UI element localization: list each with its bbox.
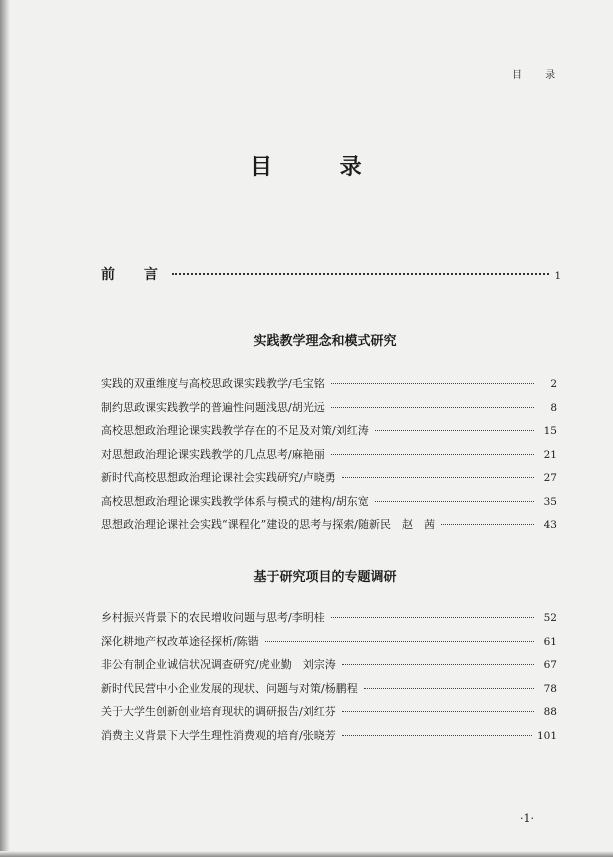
toc-entry-title: 消费主义背景下大学生理性消费观的培育/张晓芳	[101, 728, 336, 742]
toc-list-section-2	[101, 609, 557, 750]
toc-entry-page: 15	[543, 425, 557, 437]
dot-leader	[265, 641, 534, 642]
dot-leader	[331, 454, 534, 455]
toc-entry-page: 2	[550, 378, 557, 390]
dot-leader	[375, 430, 534, 431]
toc-entry-title: 思想政治理论课社会实践“课程化”建设的思考与探索/随新民 赵 茜	[101, 518, 435, 531]
toc-entry-title: 非公有制企业诚信状况调查研究/虎业勤 刘宗涛	[101, 658, 336, 671]
toc-entry-page: 78	[543, 682, 557, 695]
toc-entry-page: 21	[543, 448, 557, 461]
preface-label: 前 言	[101, 267, 170, 283]
toc-entry-title: 新时代民营中小企业发展的现状、问题与对策/杨鹏程	[101, 681, 358, 695]
toc-entry-page: 67	[543, 659, 557, 671]
toc-entry[interactable]	[101, 422, 557, 446]
toc-entry-title: 新时代高校思想政治理论课社会实践研究/卢晓勇	[101, 471, 336, 484]
toc-entry-title: 深化耕地产权改革途径探析/陈锴	[101, 634, 259, 648]
toc-entry[interactable]	[101, 703, 557, 727]
toc-entry[interactable]	[101, 633, 557, 657]
toc-entry-title: 关于大学生创新创业培育现状的调研报告/刘红芬	[101, 705, 336, 718]
toc-list-section-1	[101, 375, 557, 540]
dot-leader	[364, 688, 534, 689]
toc-entry-page: 88	[543, 706, 557, 718]
toc-entry[interactable]	[101, 446, 557, 470]
dot-leader	[342, 477, 534, 478]
toc-entry-page: 52	[543, 612, 557, 624]
toc-entry-title: 乡村振兴背景下的农民增收问题与思考/李明桂	[101, 611, 325, 624]
toc-entry[interactable]	[101, 609, 557, 633]
section-heading-project-research: 基于研究项目的专题调研	[253, 570, 397, 585]
toc-entry[interactable]	[101, 469, 557, 493]
toc-preface-entry[interactable]	[101, 264, 561, 284]
dot-leader	[375, 501, 534, 502]
toc-entry-title: 制约思政课实践教学的普遍性问题浅思/胡光远	[101, 400, 325, 414]
dot-leader	[342, 735, 532, 736]
page-title: 目 录	[250, 154, 392, 180]
dot-leader	[441, 524, 534, 525]
preface-page-number: 1	[554, 271, 561, 282]
toc-entry-title: 高校思想政治理论课实践教学体系与模式的建构/胡东宽	[101, 494, 369, 508]
toc-entry[interactable]	[101, 375, 557, 399]
toc-entry[interactable]	[101, 656, 557, 680]
toc-entry[interactable]	[101, 680, 557, 704]
dot-leader	[331, 407, 534, 408]
toc-entry-title: 对思想政治理论课实践教学的几点思考/麻艳丽	[101, 447, 325, 461]
section-heading-practice-teaching: 实践教学理念和模式研究	[253, 334, 397, 349]
page-number: ·1·	[520, 812, 534, 825]
toc-entry-title: 高校思想政治理论课实践教学存在的不足及对策/刘红涛	[101, 424, 369, 437]
dot-leader	[331, 383, 534, 384]
running-head: 目 录	[512, 70, 566, 81]
toc-entry[interactable]	[101, 493, 557, 517]
toc-entry-page: 61	[543, 635, 557, 648]
toc-entry-page: 35	[543, 495, 557, 508]
dot-leader	[331, 617, 534, 618]
toc-entry-page: 27	[543, 472, 557, 484]
dot-leader	[342, 711, 534, 712]
dot-leader	[172, 273, 549, 275]
toc-entry-title: 实践的双重维度与高校思政课实践教学/毛宝铭	[101, 377, 325, 390]
dot-leader	[342, 664, 534, 665]
toc-entry[interactable]	[101, 399, 557, 423]
toc-entry-page: 101	[536, 729, 557, 742]
page-spine-shadow	[0, 0, 10, 857]
toc-entry[interactable]	[101, 727, 557, 751]
page-bottom-edge	[0, 851, 613, 857]
toc-entry-page: 43	[543, 519, 557, 531]
toc-entry-page: 8	[550, 401, 557, 414]
toc-entry[interactable]	[101, 516, 557, 540]
